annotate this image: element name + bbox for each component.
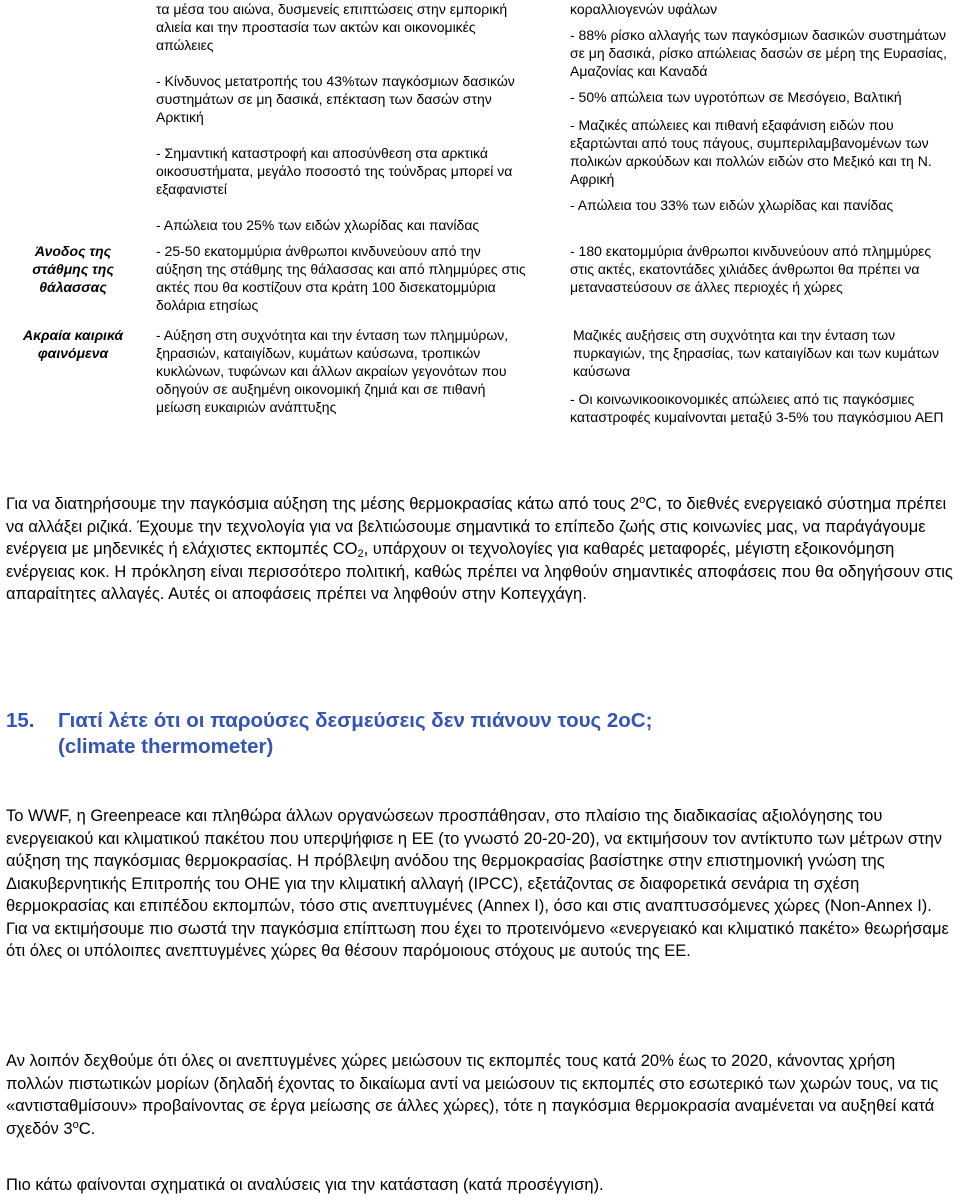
paragraph-text bbox=[6, 493, 956, 606]
table-text: - Μαζικές απώλειες και πιθανή εξαφάνιση ειδών που εξαρτώνται από τους πάγους, συμπεριλαμβανομένων των πολικών αρκούδων και πολλών ειδών στο Μεξικό και τη Ν. Αφρική bbox=[570, 117, 932, 187]
table-text: Μαζικές αυξήσεις στη συχνότητα και την ένταση των πυρκαγιών, της ξηρασίας, των καταιγίδων και των κυμάτων καύσωνα bbox=[573, 327, 939, 379]
paragraph-text: Πιο κάτω φαίνονται σχηματικά οι αναλύσεις για την κατάσταση (κατά προσέγγιση). bbox=[6, 1176, 604, 1194]
subscript: 2 bbox=[357, 548, 364, 560]
table-text: - 25-50 εκατομμύρια άνθρωποι κινδυνεύουν από την αύξηση της στάθμης της θάλασσας και από πλημμύρες στις ακτές που θα κοστίζουν στα κράτη 100 δισεκατομμύρια δολάρια ετησίως bbox=[156, 243, 526, 313]
table-text: - Κίνδυνος μετατροπής του 43%των παγκόσμιων δασικών συστημάτων σε μη δασικά, επέκταση των δασών στην Αρκτική bbox=[156, 73, 515, 125]
table-text: - 88% ρίσκο αλλαγής των παγκόσμιων δασικών συστημάτων σε μη δασικά, ρίσκο απώλειας δασών σε μέρη της Ευρασίας, Αμαζονίας και Καναδά bbox=[570, 27, 947, 79]
row-label-sea-level bbox=[14, 242, 132, 296]
table-cell-extreme-right bbox=[570, 326, 955, 426]
section-title-line2: (climate thermometer) bbox=[58, 735, 274, 758]
paragraph-text: Το WWF, η Greenpeace και πληθώρα άλλων οργανώσεων προσπάθησαν, στο πλαίσιο της διαδικασίας αξιολόγησης του ενεργειακού και κλιματικού πακέτου που υπερψήφισε η ΕΕ (το γνωστό 20-20-20), να εκτιμήσουν τον αντίκτυπο των μέτρων στην αύξηση της παγκόσμιας θερμοκρασίας. Η πρόβλεψη ανόδου της θερμοκρασίας βασίστηκε στην επιστημονική γνώση της Διακυβερνητικής Επιτροπής του ΟΗΕ για την κλιματική αλλαγή (IPCC), εξετάζοντας σε διαφορετικά σενάρια τη σχέση θερμοκρασίας και επιπέδου εκπομπών, τόσο στις ανεπτυγμένες (Annex I), όσο και στις αναπτυσσόμενες χώρες (Non-Annex I). Για να εκτιμήσουμε πιο σωστά την παγκόσμια επίπτωση που έχει το προτεινόμενο «ενεργειακό και κλιματικό πακέτο» θεωρήσαμε ότι όλες οι υπόλοιπες ανεπτυγμένες χώρες θα θέσουν παρόμοιους στόχους με αυτούς της ΕΕ. bbox=[6, 807, 949, 960]
paragraph-developed-countries bbox=[6, 1050, 956, 1140]
table-text: - Αύξηση στη συχνότητα και την ένταση των πλημμύρων, ξηρασιών, καταιγίδων, κυμάτων καύσωνα, τροπικών κυκλώνων, τυφώνων και άλλων ακραίων γεγονότων που οδηγούν σε αυξημένη οικονομική ζημιά και σε πιθανή μείωση ευκαιριών ανάπτυξης bbox=[156, 327, 509, 415]
table-cell-top-right bbox=[570, 0, 955, 214]
paragraph-wwf bbox=[6, 805, 956, 963]
row-label-text: Άνοδος της bbox=[34, 243, 112, 259]
section-number: 15. bbox=[6, 709, 35, 732]
table-text: - Απώλεια του 25% των ειδών χλωρίδας και πανίδας bbox=[156, 217, 480, 233]
table-text: - Απώλεια του 33% των ειδών χλωρίδας και πανίδας bbox=[570, 197, 894, 213]
text-run: C, το διεθνές ενεργειακό σύστημα πρέπει να αλλάξει ριζικά. Έχουμε την τεχνολογία για να βελτιώσουμε σημαντικά το επίπεδο ζωής στις κοινωνίες μας, να παράγάγουμε ενέργεια με μηδενικές ή ελάχιστες εκπομπές CO bbox=[6, 495, 947, 558]
row-label-extreme-weather bbox=[14, 326, 132, 362]
section-heading bbox=[6, 708, 956, 760]
text-run: Για να διατηρήσουμε την παγκόσμια αύξηση της μέσης θερμοκρασίας κάτω από τους 2 bbox=[6, 495, 640, 513]
row-label-text: θάλασσας bbox=[39, 279, 107, 295]
superscript: o bbox=[639, 494, 646, 506]
table-text: - 50% απώλεια των υγροτόπων σε Μεσόγειο, Βαλτική bbox=[570, 89, 902, 105]
row-label-text: στάθμης της bbox=[32, 261, 114, 277]
table-text: - Σημαντική καταστροφή και αποσύνθεση στα αρκτικά οικοσυστήματα, μεγάλο ποσοστό της τούνδρας μπορεί να εξαφανιστεί bbox=[156, 145, 513, 197]
superscript: o bbox=[72, 1118, 79, 1131]
text-run: C. bbox=[78, 1119, 96, 1138]
table-text: κοραλλιογενών υφάλων bbox=[570, 1, 718, 17]
table-cell-sea-right bbox=[570, 242, 955, 296]
row-label-text: φαινόμενα bbox=[37, 345, 109, 361]
table-cell-sea-middle bbox=[156, 242, 526, 314]
text-run: Αν λοιπόν δεχθούμε ότι όλες οι ανεπτυγμένες χώρες μειώσουν τις εκπομπές τους κατά 20% έως το 2020, κάνοντας χρήση πολλών πιστωτικών μορίων (δηλαδή έχοντας το δικαίωμα αντί να μειώσουν τις εκπομπές στο εσωτερικό των χωρών τους, να τις «αντισταθμίσουν» προβαίνοντας σε έργα μείωσης σε άλλες χώρες), τότε η παγκόσμια θερμοκρασία αναμένεται να αυξηθεί κατά σχεδόν 3 bbox=[6, 1052, 939, 1138]
text-run: , υπάρχουν οι τεχνολογίες για καθαρές μεταφορές, μέγιστη εξοικονόμηση ενέργειας κοκ. Η πρόκληση είναι περισσότερο πολιτική, καθώς πρέπει να ληφθούν σημαντικές αποφάσεις που θα οδηγήσουν στις απαραίτητες αλλαγές. Αυτές οι αποφάσεις πρέπει να ληφθούν στην Κοπεγχάγη. bbox=[6, 540, 953, 603]
table-text: - Οι κοινωνικοοικονομικές απώλειες από τις παγκόσμιες καταστροφές κυμαίνονται μεταξύ 3-5% του παγκόσμιου ΑΕΠ bbox=[570, 391, 944, 425]
table-cell-top-middle bbox=[156, 0, 526, 234]
paragraph-targets bbox=[6, 493, 956, 606]
paragraph-text bbox=[6, 1050, 956, 1140]
table-text: - 180 εκατομμύρια άνθρωποι κινδυνεύουν από πλημμύρες στις ακτές, εκατοντάδες χιλιάδες άνθρωποι θα πρέπει να μεταναστεύσουν σε άλλες περιοχές ή χώρες bbox=[570, 243, 932, 295]
table-text: τα μέσα του αιώνα, δυσμενείς επιπτώσεις στην εμπορική αλιεία και την προστασία των ακτών και οικονομικές απώλειες bbox=[156, 1, 508, 53]
section-title-line1: Γιατί λέτε ότι οι παρούσες δεσμεύσεις δεν πιάνουν τους 2οC; bbox=[58, 709, 653, 732]
paragraph-analysis-note bbox=[6, 1174, 956, 1197]
table-cell-extreme-middle bbox=[156, 326, 526, 416]
row-label-text: Ακραία καιρικά bbox=[22, 327, 124, 343]
